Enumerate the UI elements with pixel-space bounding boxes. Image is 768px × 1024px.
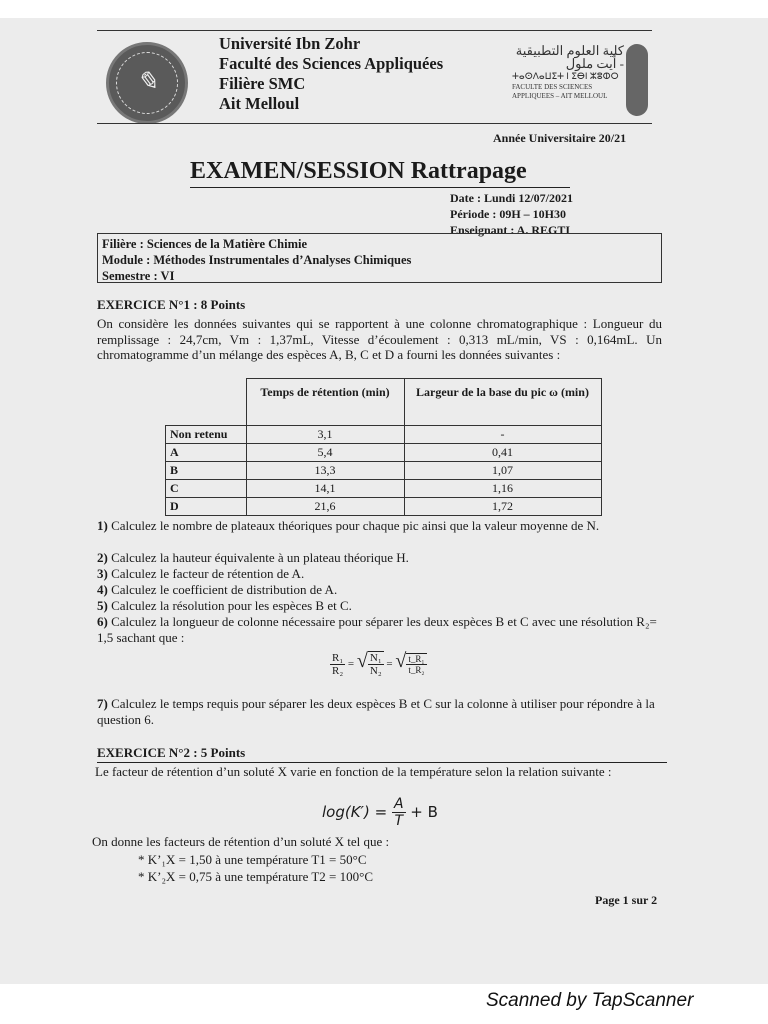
question-number: 4) (97, 582, 108, 597)
exam-title: EXAMEN/SESSION Rattrapage (190, 158, 527, 184)
sqrt-symbol: √ (395, 650, 407, 672)
exam-date: Date : Lundi 12/07/2021 (450, 191, 574, 205)
question-3 (97, 566, 662, 582)
exam-period: Période : 09H – 10H30 (450, 207, 566, 221)
table-row (166, 498, 602, 516)
question-5 (97, 598, 662, 614)
question-4 (97, 582, 662, 598)
exercise2-intro: Le facteur de rétention d’un soluté X varie en fonction de la température selon la relation suivante : (95, 764, 612, 779)
header-bottom-rule (97, 123, 652, 124)
exercise2-title: EXERCICE N°2 : 5 Points (97, 745, 246, 760)
info-module: Module : Méthodes Instrumentales d’Analyses Chimiques (102, 253, 412, 267)
faculty-name: Faculté des Sciences Appliquées (219, 54, 444, 73)
question-text: Calculez le coefficient de distribution de A. (111, 582, 338, 597)
faculty-logo-tifinagh: ⵜⴰⵙⴷⴰⵡⵉⵜ ⵏ ⵉⴱⵏ ⵣⵓⵀⵔ (512, 71, 619, 81)
width-value: 1,72 (404, 498, 601, 516)
width-value: - (404, 426, 601, 444)
width-value: 1,07 (404, 462, 601, 480)
question-number: 7) (97, 696, 108, 711)
table-row (166, 426, 602, 444)
retention-value: 3,1 (246, 426, 404, 444)
exam-meta (450, 190, 573, 238)
formula-r-ratio: $\frac{\text{R₁}}{\text{R₂}}$ (332, 651, 344, 677)
row-label: D (166, 498, 247, 516)
faculty-logo-icon (626, 44, 648, 116)
question-text: Calculez le temps requis pour séparer les deux espèces B et C sur la colonne à utiliser pour répondre à la question 6. (97, 696, 655, 727)
course-info-box (97, 233, 662, 283)
question-text: Calculez la hauteur équivalente à un plateau théorique H. (111, 550, 409, 565)
question-number: 6) (97, 614, 108, 629)
table-row (166, 480, 602, 498)
university-block (219, 34, 443, 114)
university-seal-icon: ✎ (106, 42, 188, 124)
given-value-1: * K’₁X = 1,50 à une température T1 = 50°C (138, 852, 367, 867)
row-label: B (166, 462, 247, 480)
exercise2-given: On donne les facteurs de rétention d’un soluté X tel que : (92, 834, 390, 849)
given-value-2: * K’₂X = 0,75 à une température T2 = 100°C (138, 869, 373, 884)
info-filiere: Filière : Sciences de la Matière Chimie (102, 237, 308, 251)
row-label: Non retenu (166, 426, 247, 444)
table-header-row (166, 379, 602, 426)
col-header-retention: Temps de rétention (min) (246, 379, 404, 426)
width-value: 1,16 (404, 480, 601, 498)
row-label: A (166, 444, 247, 462)
university-name: Université Ibn Zohr (219, 34, 361, 53)
page-number: Page 1 sur 2 (595, 893, 658, 907)
question-text: Calculez le nombre de plateaux théoriques pour chaque pic ainsi que la valeur moyenne de N. (111, 518, 600, 533)
formula-t-ratio: $\frac{\text{t\_R₁}}{\text{t\_R₂}}$ (408, 654, 425, 676)
retention-value: 5,4 (246, 444, 404, 462)
question-6 (97, 614, 662, 646)
filiere-name: Filière SMC (219, 74, 306, 93)
question-7 (97, 696, 662, 728)
academic-year: Année Universitaire 20/21 (493, 131, 627, 145)
col-header-width: Largeur de la base du pic ω (min) (404, 379, 601, 426)
faculty-logo-french: FACULTE DES SCIENCES APPLIQUEES – AIT MELLOUL (512, 83, 608, 100)
exercise2-rule (97, 762, 667, 763)
width-value: 0,41 (404, 444, 601, 462)
exam-teacher: Enseignant : A. REGTI (450, 223, 571, 237)
question-number: 2) (97, 550, 108, 565)
temperature-equation: log(K′) = $\frac{A}{T}$ + B (322, 796, 438, 829)
title-underline (190, 187, 570, 188)
question-1 (97, 518, 662, 534)
faculty-logo-arabic: كلية العلوم التطبيقية - أيت ملول (515, 43, 624, 71)
table-row (166, 444, 602, 462)
sqrt-symbol: √ (356, 650, 368, 672)
question-number: 5) (97, 598, 108, 613)
question-text: Calculez la longueur de colonne nécessaire pour séparer les deux espèces B et C avec une résolution R₂= 1,5 sachant que : (97, 614, 657, 645)
retention-table (165, 378, 602, 516)
question-number: 3) (97, 566, 108, 581)
header-top-rule (97, 30, 652, 31)
question-text: Calculez la résolution pour les espèces B et C. (111, 598, 352, 613)
exercise1-title: EXERCICE N°1 : 8 Points (97, 297, 246, 312)
question-2 (97, 550, 662, 566)
info-semester: Semestre : VI (102, 269, 175, 283)
retention-value: 14,1 (246, 480, 404, 498)
faculty-logo-text (512, 44, 624, 101)
retention-value: 21,6 (246, 498, 404, 516)
retention-value: 13,3 (246, 462, 404, 480)
formula-n-ratio: $\frac{\text{N₁}}{\text{N₂}}$ (369, 652, 382, 678)
resolution-formula: $\frac{\text{R₁}}{\text{R₂}}$ = √ $\frac{\text{N₁}}{\text{N₂}}$ = √ $\frac{\text{t\_R₁}}{\text{t\_R₂}}$ (332, 650, 425, 678)
city-name: Ait Melloul (219, 94, 300, 113)
question-text: Calculez le facteur de rétention de A. (111, 566, 305, 581)
row-label: C (166, 480, 247, 498)
scanner-watermark: Scanned by TapScanner (486, 990, 694, 1011)
exercise1-intro: On considère les données suivantes qui se rapportent à une colonne chromatographique : Longueur du remplissage : 24,7cm, Vm : 1,37mL, Vitesse d’écoulement : 0,313 mL/min, VS : 0,164mL. Un chromatogramme d’un mélange des espèces A, B, C et D a fourni les données suivantes : (97, 316, 662, 362)
table-row (166, 462, 602, 480)
question-number: 1) (97, 518, 108, 533)
